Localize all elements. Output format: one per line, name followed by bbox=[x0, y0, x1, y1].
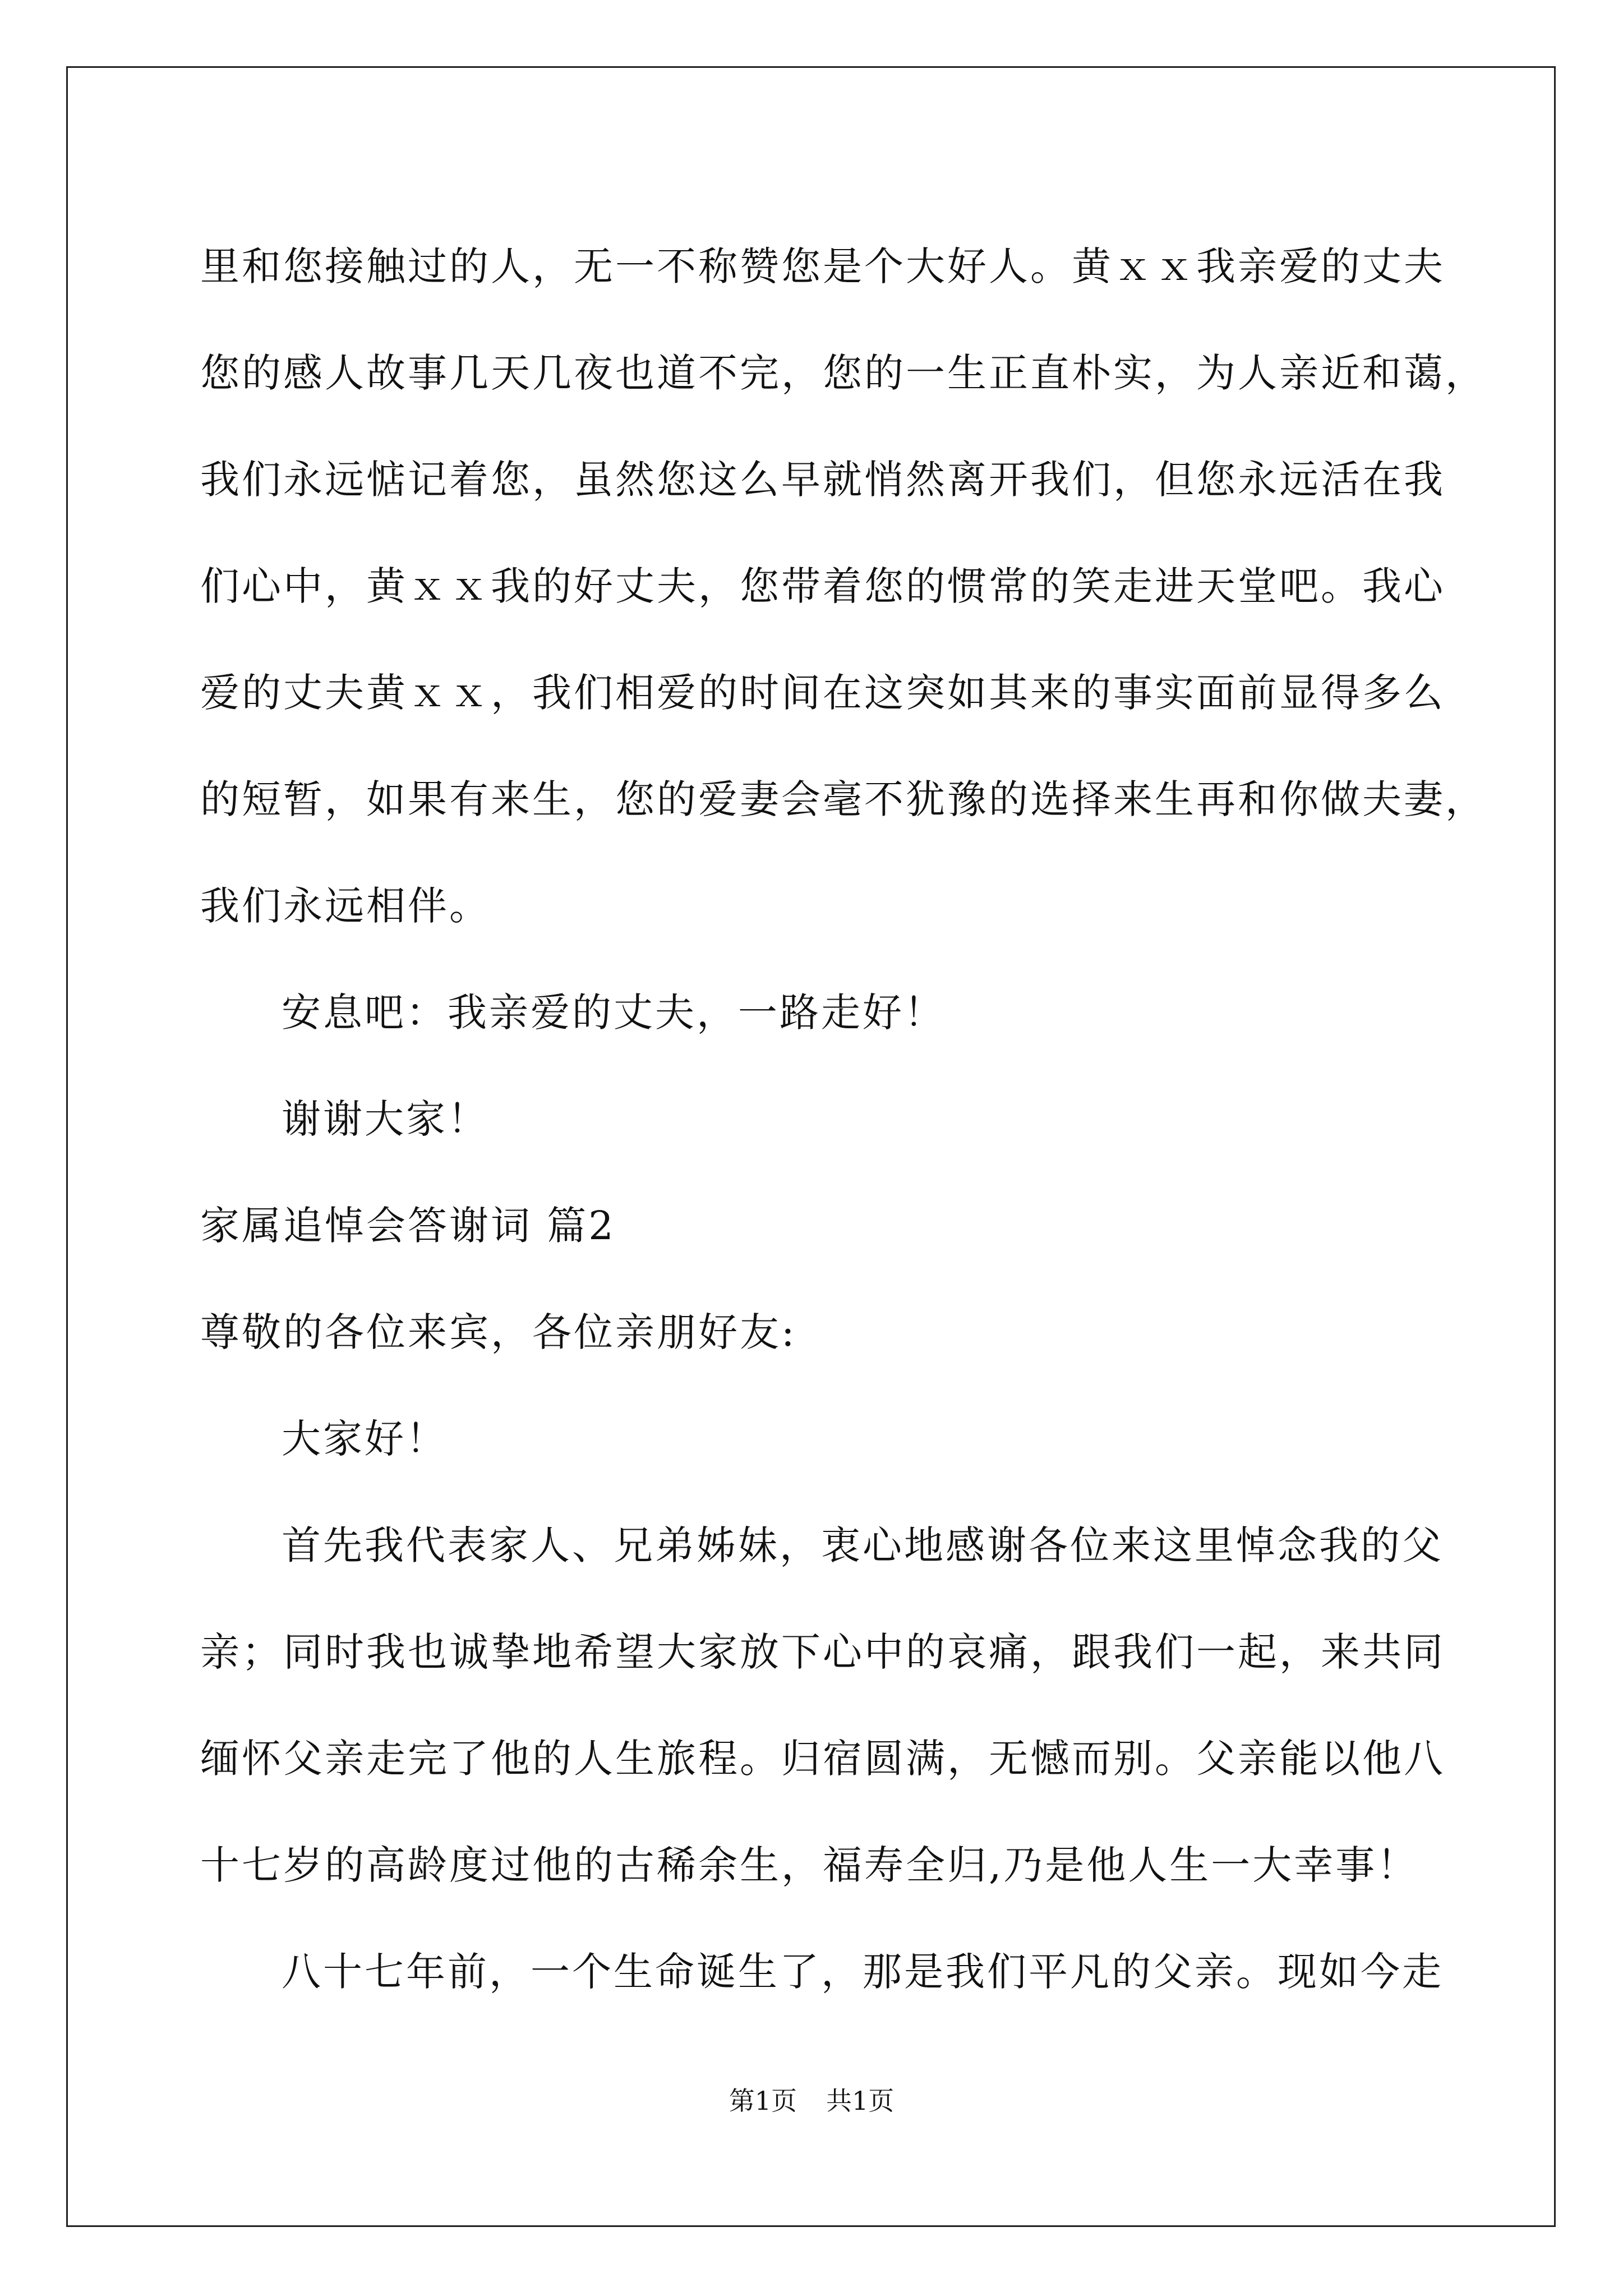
text-line: 八十七年前，一个生命诞生了，那是我们平凡的父亲。现如今走 bbox=[282, 1949, 1444, 1995]
page-footer bbox=[0, 2084, 1623, 2118]
page-number: 第1页 bbox=[728, 2086, 797, 2116]
salutation: 尊敬的各位来宾，各位亲朋好友: bbox=[200, 1309, 797, 1355]
text-line: 您的感人故事几天几夜也道不完，您的一生正直朴实，为人亲近和蔼， bbox=[200, 350, 1487, 396]
document-body bbox=[200, 213, 1487, 2025]
page-total: 共1页 bbox=[826, 2086, 895, 2116]
text-line: 里和您接触过的人，无一不称赞您是个大好人。黄ｘｘ我亲爱的丈夫 bbox=[200, 243, 1445, 289]
text-line: 亲；同时我也诚挚地希望大家放下心中的哀痛，跟我们一起，来共同 bbox=[200, 1629, 1445, 1675]
text-line: 首先我代表家人、兄弟姊妹，衷心地感谢各位来这里悼念我的父 bbox=[282, 1522, 1444, 1568]
text-line: 谢谢大家！ bbox=[282, 1096, 489, 1142]
text-line: 大家好！ bbox=[282, 1416, 448, 1462]
text-line: 我们永远相伴。 bbox=[200, 883, 491, 929]
text-line: 们心中，黄ｘｘ我的好丈夫，您带着您的惯常的笑走进天堂吧。我心 bbox=[200, 563, 1445, 609]
text-line: 我们永远惦记着您，虽然您这么早就悄然离开我们，但您永远活在我 bbox=[200, 457, 1445, 503]
text-line: 的短暂，如果有来生，您的爱妻会毫不犹豫的选择来生再和你做夫妻， bbox=[200, 776, 1487, 822]
text-line: 十七岁的高龄度过他的古稀余生，福寿全归,乃是他人生一大幸事！ bbox=[200, 1842, 1419, 1888]
text-line: 爱的丈夫黄ｘｘ，我们相爱的时间在这突如其来的事实面前显得多么 bbox=[200, 670, 1445, 716]
text-line: 安息吧：我亲爱的丈夫，一路走好！ bbox=[282, 990, 946, 1036]
section-heading: 家属追悼会答谢词 篇2 bbox=[200, 1203, 616, 1249]
text-line: 缅怀父亲走完了他的人生旅程。归宿圆满，无憾而别。父亲能以他八 bbox=[200, 1736, 1445, 1782]
